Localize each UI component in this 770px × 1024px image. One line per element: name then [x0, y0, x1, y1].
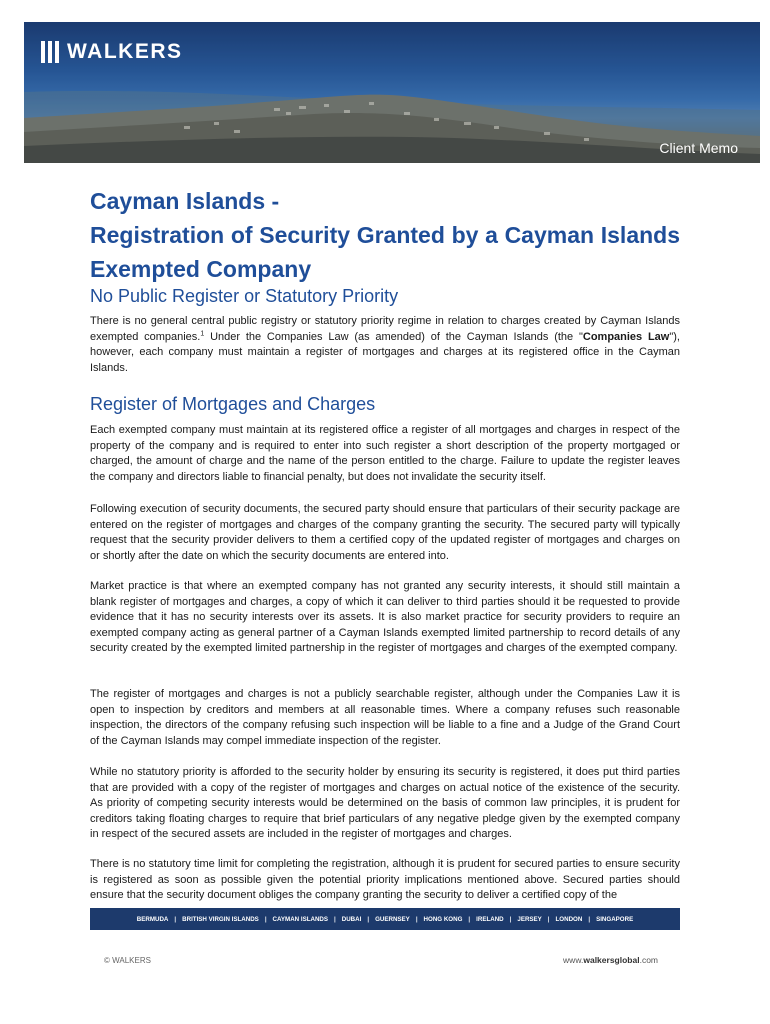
separator: |	[174, 915, 177, 923]
separator: |	[588, 915, 591, 923]
website-prefix: www.	[563, 955, 584, 965]
office-cayman: CAYMAN ISLANDS	[272, 915, 329, 923]
separator: |	[415, 915, 418, 923]
paragraph-text: "), however, each company must maintain a register of mortgages and charges at its registered office in the Cayman Islands.	[90, 330, 680, 374]
office-london: LONDON	[555, 915, 583, 923]
paragraph-no-public-register	[90, 314, 680, 376]
walkers-logo	[41, 40, 183, 64]
client-memo-label: Client Memo	[659, 140, 738, 156]
office-bermuda: BERMUDA	[136, 915, 169, 923]
header-banner	[24, 22, 760, 163]
office-singapore: SINGAPORE	[596, 915, 634, 923]
website-link[interactable]	[563, 955, 658, 965]
paragraph-register-3: Market practice is that where an exempted company has not granted any security interests, it should still maintain a blank register of mortgages and charges, a copy of which it can deliver to third parties should it be requested to provide evidence that it has no security interests over its assets. It is also market practice for security providers to require an exempted company acting as general partner of a Cayman Islands exempted limited partnership to record details of any security created by the exempted limited partnership in the register of mortgages and charges of the exempted company.	[90, 580, 680, 654]
title-line-2: Registration of Security Granted by a Cayman Islands	[90, 222, 680, 248]
separator: |	[547, 915, 550, 923]
office-dubai: DUBAI	[341, 915, 362, 923]
office-hong-kong: HONG KONG	[423, 915, 463, 923]
office-ireland: IRELAND	[476, 915, 504, 923]
paragraph-register-1: Each exempted company must maintain at its registered office a register of all mortgages and charges in respect of the property of the company and is required to enter into such register a short description of the property mortgaged or charged, the amount of charge and the name of the person entitled to the charge. Failure to update the register leaves the company and directors liable to financial penalty, but does not invalidate the security itself.	[90, 424, 680, 483]
paragraph-text: There is no general central public registry or statutory priority regime in relation to charges created by Cayman Islands exempted companies.	[90, 315, 680, 343]
paragraph-register-5: While no statutory priority is afforded to the security holder by ensuring its security is registered, it does put third parties that are provided with a copy of the register of mortgages and charges on actual notice of the existence of the security. As priority of competing security interests would be determined on the basis of common law principles, it is prudent for creditors taking floating charges to require that brief particulars of any negative pledge given by the exempted company in respect of the secured assets are included in the register of mortgages and charges.	[90, 766, 680, 840]
office-jersey: JERSEY	[517, 915, 542, 923]
paragraph-text: Under the Companies Law (as amended) of the Cayman Islands (the "	[204, 330, 583, 343]
section-heading-register-of-mortgages: Register of Mortgages and Charges	[90, 394, 376, 414]
paragraph-register-4: The register of mortgages and charges is not a publicly searchable register, although under the Companies Law it is open to inspection by creditors and members at all reasonable times. Where a company refuses such reasonable inspection, the directors of the company refusing such inspection will be liable to a fine and a Judge of the Grand Court of the Cayman Islands may compel immediate inspection of the register.	[90, 688, 680, 747]
footer-offices-bar	[90, 908, 680, 930]
section-heading-no-public-register: No Public Register or Statutory Priority	[90, 286, 399, 306]
footnote-ref[interactable]: 1	[200, 329, 205, 337]
office-bvi: BRITISH VIRGIN ISLANDS	[182, 915, 259, 923]
title-line-3: Exempted Company	[90, 256, 312, 282]
memo-content	[90, 184, 680, 901]
website-domain: walkersglobal	[583, 955, 640, 965]
separator: |	[334, 915, 336, 923]
paragraph-register-6: There is no statutory time limit for completing the registration, although it is prudent for secured parties to ensure security is registered as soon as possible given the potential priority implications mentioned above. Secured parties should ensure that the security document obliges the company granting the security to deliver a certified copy of the	[90, 858, 680, 901]
walkers-logo-mark-icon	[41, 41, 59, 63]
separator: |	[264, 915, 267, 923]
separator: |	[468, 915, 471, 923]
walkers-logo-text: WALKERS	[67, 40, 183, 63]
paragraph-register-2: Following execution of security documents, the secured party should ensure that particulars of their security package are entered on the register of mortgages and charges of the company granting the security. The secured party will typically request that the security provider delivers to them a certified copy of the updated register of mortgages and charges on or shortly after the date on which the security documents are entered into.	[90, 503, 680, 562]
page-title	[90, 184, 680, 286]
defined-term: Companies Law	[582, 330, 670, 343]
website-suffix: .com	[639, 955, 658, 965]
separator: |	[509, 915, 512, 923]
copyright: © WALKERS	[104, 956, 151, 965]
title-line-1: Cayman Islands -	[90, 188, 280, 214]
separator: |	[367, 915, 370, 923]
office-guernsey: GUERNSEY	[375, 915, 410, 923]
